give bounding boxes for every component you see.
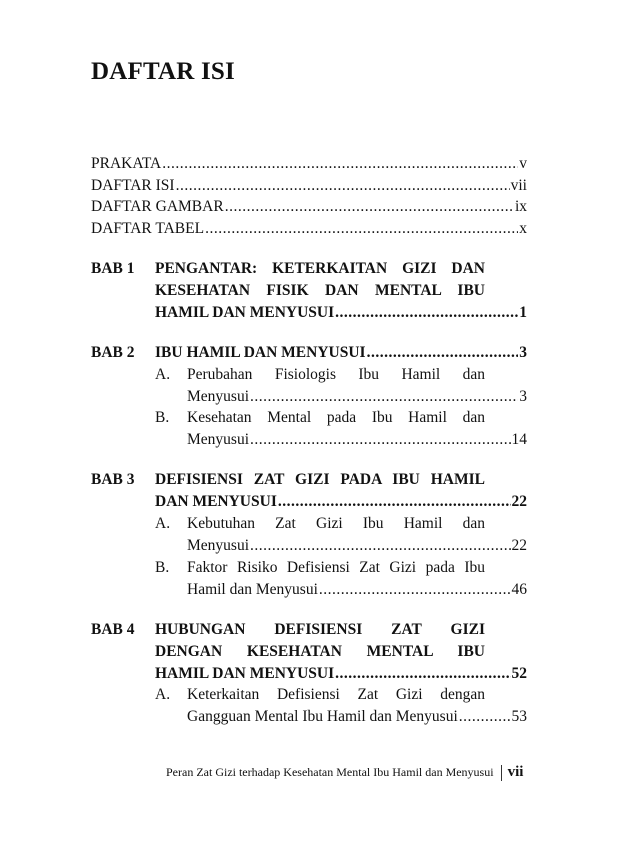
toc-page: 46 <box>511 581 527 598</box>
section-title-line: Menyusui <box>187 388 249 405</box>
section-title-line[interactable]: Kebutuhan Zat Gizi Ibu Hamil dan <box>187 515 485 532</box>
section-letter: A. <box>155 515 171 532</box>
chapter-entry-bab-2[interactable] <box>155 342 527 364</box>
dot-leader <box>319 579 511 601</box>
chapter-title-line: IBU HAMIL DAN MENYUSUI <box>155 344 366 361</box>
chapter-entry-bab-4[interactable] <box>155 663 527 685</box>
toc-page: x <box>519 220 527 237</box>
toc-label: DAFTAR TABEL <box>91 220 205 237</box>
section-entry[interactable] <box>187 429 527 451</box>
dot-leader <box>250 386 518 408</box>
page-number: vii <box>507 764 524 780</box>
section-title-line: Gangguan Mental Ibu Hamil dan Menyusui <box>187 708 458 725</box>
chapter-label: BAB 4 <box>91 621 135 638</box>
section-letter: A. <box>155 366 171 383</box>
chapter-title-line[interactable]: HUBUNGAN DEFISIENSI ZAT GIZI <box>155 621 485 638</box>
dot-leader <box>205 218 518 240</box>
dot-leader <box>250 429 511 451</box>
chapter-entry-bab-3[interactable] <box>155 491 527 513</box>
dot-leader <box>162 153 518 175</box>
section-entry[interactable] <box>187 706 527 728</box>
section-title-line[interactable]: Keterkaitan Defisiensi Zat Gizi dengan <box>187 686 485 703</box>
page-footer <box>166 764 523 781</box>
toc-page: v <box>519 155 527 172</box>
toc-entry-daftar-gambar[interactable] <box>91 196 527 218</box>
toc-entry-daftar-tabel[interactable] <box>91 218 527 240</box>
toc-page: 1 <box>519 304 527 321</box>
chapter-title-line: HAMIL DAN MENYUSUI <box>155 665 335 682</box>
chapter-entry-bab-1[interactable] <box>155 302 527 324</box>
dot-leader <box>250 535 511 557</box>
section-entry[interactable] <box>187 579 527 601</box>
toc-label: DAFTAR GAMBAR <box>91 198 224 215</box>
chapter-label: BAB 3 <box>91 471 135 488</box>
chapter-label: BAB 2 <box>91 344 135 361</box>
toc-page: 3 <box>519 388 527 405</box>
toc-page: 52 <box>511 665 527 682</box>
chapter-title-line[interactable]: PENGANTAR: KETERKAITAN GIZI DAN <box>155 260 485 277</box>
section-title-line[interactable]: Kesehatan Mental pada Ibu Hamil dan <box>187 409 485 426</box>
section-title-line[interactable]: Faktor Risiko Defisiensi Zat Gizi pada Ibu <box>187 559 485 576</box>
toc-label: PRAKATA <box>91 155 162 172</box>
toc-page: 3 <box>519 344 527 361</box>
dot-leader <box>176 175 510 197</box>
toc-page: 22 <box>511 493 527 510</box>
chapter-label: BAB 1 <box>91 260 135 277</box>
toc-page: 22 <box>511 537 527 554</box>
chapter-title-line[interactable]: DENGAN KESEHATAN MENTAL IBU <box>155 643 485 660</box>
chapter-title-line: HAMIL DAN MENYUSUI <box>155 304 335 321</box>
toc-entry-daftar-isi[interactable] <box>91 175 527 197</box>
page-title: DAFTAR ISI <box>91 58 235 85</box>
dot-leader <box>367 342 519 364</box>
section-title-line: Menyusui <box>187 537 249 554</box>
toc-label: DAFTAR ISI <box>91 177 175 194</box>
section-letter: B. <box>155 559 170 576</box>
section-letter: A. <box>155 686 171 703</box>
section-entry[interactable] <box>187 535 527 557</box>
dot-leader <box>335 663 510 685</box>
section-entry[interactable] <box>187 386 527 408</box>
dot-leader <box>459 706 511 728</box>
toc-page: 14 <box>511 431 527 448</box>
running-title: Peran Zat Gizi terhadap Kesehatan Mental Ibu Hamil dan Menyusui <box>166 765 494 779</box>
dot-leader <box>335 302 518 324</box>
footer-divider <box>501 765 502 781</box>
toc-page: vii <box>510 177 527 194</box>
section-letter: B. <box>155 409 170 426</box>
toc-page: 53 <box>511 708 527 725</box>
dot-leader <box>225 196 514 218</box>
section-title-line: Menyusui <box>187 431 249 448</box>
toc-page: ix <box>514 198 527 215</box>
toc-entry-prakata[interactable] <box>91 153 527 175</box>
section-title-line[interactable]: Perubahan Fisiologis Ibu Hamil dan <box>187 366 485 383</box>
dot-leader <box>278 491 511 513</box>
chapter-title-line[interactable]: DEFISIENSI ZAT GIZI PADA IBU HAMIL <box>155 471 485 488</box>
section-title-line: Hamil dan Menyusui <box>187 581 318 598</box>
chapter-title-line: DAN MENYUSUI <box>155 493 277 510</box>
chapter-title-line[interactable]: KESEHATAN FISIK DAN MENTAL IBU <box>155 282 485 299</box>
